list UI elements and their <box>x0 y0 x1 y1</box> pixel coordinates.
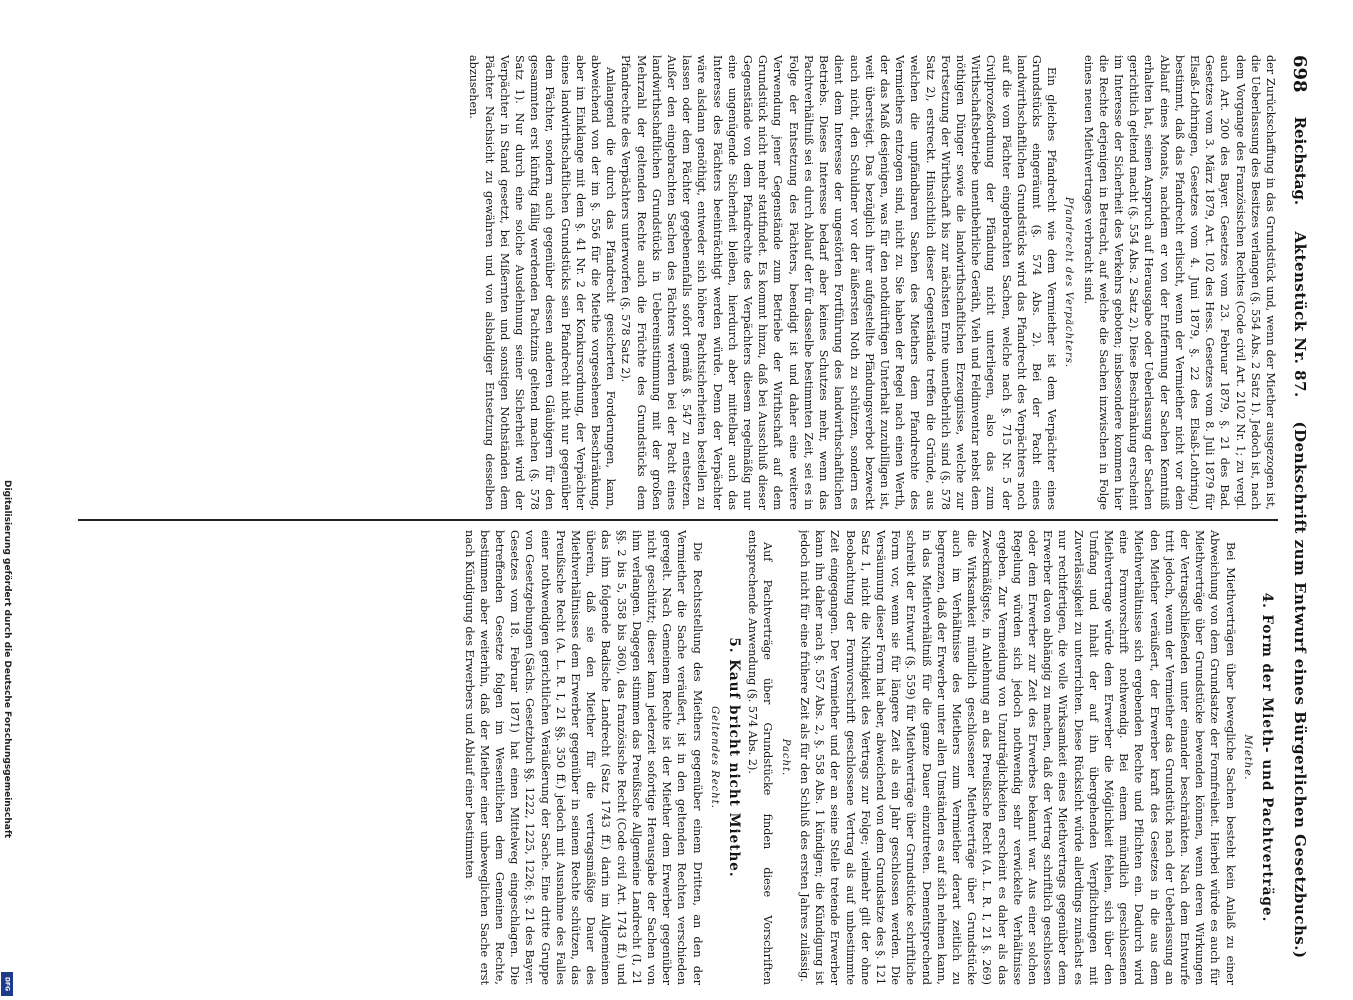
right-column <box>78 530 1278 985</box>
page-header <box>1288 55 1312 985</box>
paragraph: Anlangend die durch das Pfandrecht gesicherten Forderungen, kann, abweichend von der im §. 556 für die Miethe vorgesehenen Beschränkung, aber im Einklange mit dem §. 41 Nr. 2 der Konkursordnung, der Verpächter eines landwirthschaftlichen Grundstücks sein Pfandrecht nicht nur gegenüber dem Pächter, sondern auch gegenüber dessen anderen Gläubigern für den gesammten erst künftig fällig werdenden Pachtzins geltend machen (§. 578 Satz 1). Nur durch eine solche Ausdehnung seiner Sicherheit wird der Verpächter in Stand gesetzt, bei Mißernten und sonstigen Nothständen dem Pächter Nachsicht zu gewähren und von alsbaldiger Entsetzung desselben abzusehen. <box>467 55 618 510</box>
rotated-page <box>82 55 1312 985</box>
paragraph: Die Rechtsstellung des Miethers gegenüber einem Dritten, an den der Vermiether die Sache veräußert, ist in den geltenden Rechten verschieden geregelt. Nach Gemeinem Rechte ist der Miether dem Erwerber gegenüber nicht geschützt; dieser kann jederzeit sofortige Herausgabe der Sachen von ihm verlangen. Dagegen stimmen das Preußische Allgemeine Landrecht (I, 21 §§. 2 bis 5, 358 bis 360), das französische Recht (Code civil Art. 1743 ff.) und das ihm folgende Badische Landrecht (Satz 1743 ff.) darin im Allgemeinen überein, daß sie den Miether für die vertragsmäßige Dauer des Miethverhältnisses dem Erwerber gegenüber in seinem Rechte schützen, das Preußische Recht (A. L. R. I, 21 §§. 350 ff.) jedoch mit Ausnahme des Falles einer nothwendigen gerichtlichen Veräußerung der Sache. Eine dritte Gruppe von Gesetzgebungen (Sächs. Gesetzbuch §§. 1222, 1225, 1226; §. 21 des Bayer. Gesetzes vom 18. Februar 1871) hat einen Mittelweg eingeschlagen. Die betreffenden Gesetze folgen im Wesentlichen dem Gemeinen Rechte, bestimmen aber weiterhin, daß der Miether einer unbeweglichen Sache erst nach Kündigung des Erwerbers und Ablauf einer bestimmten <box>462 530 704 985</box>
subheading: Pfandrecht des Verpächters. <box>1063 196 1075 369</box>
page-number: 698 <box>1289 55 1311 93</box>
subheading: Pacht. <box>779 738 791 777</box>
paragraph: Ein gleiches Pfandrecht wie dem Vermiether ist dem Verpächter eines Grundstücks eingeräumt (§. 574 Abs. 2). Bei der Pacht eines landwirthschaftlichen Grundstücks wird das Pfandrecht des Verpächters noch auf die vom Pächter eingebrachten Sachen, welche nach §. 715 Nr. 5 der Civilprozeßordnung der Pfändung nicht unterliegen, also das zum Wirthschaftsbetriebe unentbehrliche Geräth, Vieh und Feldinventar nebst dem nöthigen Dünger sowie die landwirthschaftlichen Erzeugnisse, welche zur Fortsetzung der Wirthschaft bis zur nächsten Ernte unentbehrlich sind (§. 578 Satz 2), erstreckt. Hinsichtlich dieser Gegenstände treffen die Gründe, aus welchen die unpfändbaren Sachen des Miethers dem Pfandrechte des Vermiethers entzogen sind, nicht zu. Sie haben der Regel nach einen Werth, der das Maß desjenigen, was für den nothdürftigen Unterhalt zuzubilligen ist, weit übersteigt. Das bezüglich ihrer aufgestellte Pfändungsverbot bezweckt auch nicht, den Schuldner vor der äußersten Noth zu schützen, sondern es dient dem Interesse der ungestörten Fortführung des landwirthschaftlichen Betriebs. Dieses Interesse bedarf aber keines Schutzes mehr, wenn das Pachtverhältniß sei es durch Ablauf der für dasselbe bestimmten Zeit, sei es in Folge der Entsetzung des Pächters, beendigt ist und daher eine weitere Verwendung jener Gegenstände zum Betriebe der Wirthschaft auf dem Grundstück nicht mehr stattfindet. Es kommt hinzu, daß bei Ausschluß dieser Gegenstände von dem Pfandrechte des Verpächters diesem regelmäßig nur eine ungenügende Sicherheit bleiben, hierdurch aber mittelbar auch das Interesse des Pächters beeinträchtigt werden würde. Denn der Verpächter wäre alsdann genöthigt, entweder sich höhere Pachtsicherheiten bestellen zu lassen oder dem Pächter gegebenenfalls sofort gemäß §. 547 zu entsetzen. Außer den eingebrachten Sachen des Pächters werden bei der Pacht eines landwirthschaftlichen Grundstücks in Uebereinstimmung mit der großen Mehrzahl der geltenden Rechte auch die Früchte des Grundstücks dem Pfandrechte des Verpächters unterworfen (§. 578 Satz 2). <box>619 55 1059 510</box>
document-number: Aktenstück Nr. 87. <box>1291 231 1309 398</box>
digitization-note <box>0 480 16 990</box>
page-title <box>1291 205 1309 985</box>
dfg-logo <box>1 972 13 996</box>
section-heading: 5. Kauf bricht nicht Miethe. <box>726 637 743 878</box>
publication-name: Reichstag. <box>1291 116 1309 206</box>
document-subtitle: (Denkschrift zum Entwurf eines Bürgerlichen Gesetzbuchs.) <box>1291 421 1309 959</box>
section-heading: 4. Form der Mieth- und Pachtverträge. <box>1259 592 1275 923</box>
paragraph: Auf Pachtverträge über Grundstücke finden diese Vorschriften entsprechende Anwendung (§. 574 Abs. 2). <box>746 530 775 985</box>
left-column <box>78 55 1278 510</box>
subheading: Geltendes Recht. <box>708 706 720 809</box>
subheading: Miethe. <box>1241 734 1253 781</box>
paragraph: Bei Miethverträgen über bewegliche Sachen besteht kein Anlaß zu einer Abweichung von dem Grundsatze der Formfreiheit. Hierbei würde es auch für Miethverträge über Grundstücke bewenden können, wenn deren Wirkungen der Vertragschließenden unter einander beschränkten. Nach dem Entwurfe tritt jedoch, wenn der Vermiether das Grundstück nach der Ueberlassung an den Miether veräußert, der Erwerber kraft des Gesetzes in die aus dem Miethverhältnisse sich ergebenden Rechte und Pflichten ein. Dadurch wird eine Formvorschrift nothwendig. Bei einem mündlich geschlossenen Miethvertrage würde dem Erwerber die Möglichkeit fehlen, sich über den Umfang und Inhalt der auf ihn übergehenden Verpflichtungen mit Zuverlässigkeit zu unterrichten. Diese Rücksicht würde allerdings zunächst es nur rechtfertigen, die volle Wirksamkeit eines Miethvertrags gegenüber dem Erwerber davon abhängig zu machen, daß der Vertrag schriftlich geschlossen oder dem Erwerber zur Zeit des Erwerbes bekannt war. Aus einer solchen Regelung würden sich jedoch nothwendig sehr verwickelte Verhältnisse ergeben. Zur Vermeidung von Unzuträglichkeiten erscheint es daher als das Zweckmäßigste, in Anlehnung an das Preußische Recht (A. L. R. I, 21 §. 269) die Wirksamkeit mündlich geschlossener Miethverträge über Grundstücke auch im Verhältnisse des Miethers zum Vermiether derart zeitlich zu begrenzen, daß der Erwerber unter allen Umständen es auf sich nehmen kann, in das Miethverhältniß für die ganze Dauer einzutreten. Dementsprechend schreibt der Entwurf (§. 559) für Miethverträge über Grundstücke schriftliche Form vor, wenn sie für längere Zeit als ein Jahr geschlossen werden. Die Versäumung dieser Form hat aber, abweichend von dem Grundsatze des §. 121 Satz 1, nicht die Nichtigkeit des Vertrags zur Folge; vielmehr gilt der ohne Beobachtung der Formvorschrift geschlossene Vertrag als auf unbestimmte Zeit eingegangen. Der Vermiether und der an seine Stelle tretende Erwerber kann ihn daher nach §. 557 Abs. 2, §. 558 Abs. 1 kündigen; die Kündigung ist jedoch nicht für eine frühere Zeit als für den Schluß des ersten Jahres zulässig. <box>797 530 1237 985</box>
digitization-note-text: Digitalisierung gefördert durch die Deutsche Forschungsgemeinschaft <box>2 480 12 839</box>
paragraph: der Zurückschaffung in das Grundstück und, wenn der Miether ausgezogen ist, die Ueberlassung des Besitzes verlangen (§. 554 Abs. 2 Satz 1). Jedoch ist, nach dem Vorgange des Französischen Rechtes (Code civil Art. 2102 Nr. 1; zu vergl. auch Art. 200 des Bayer. Gesetzes vom 23. Februar 1879, §. 21 des Bad. Gesetzes vom 3. März 1879, Art. 102 des Hess. Gesetzes vom 8. Juli 1879 für Elsaß-Lothringen, Gesetzes vom 4. Juni 1879, §. 22 des Elsaß-Lothring.) bestimmt, daß das Pfandrecht erlischt, wenn der Vermiether nicht vor dem Ablauf eines Monats, nachdem er von der Entfernung der Sachen Kenntniß erhalten hat, seinen Anspruch auf Herausgabe oder Ueberlassung der Sachen gerichtlich geltend macht (§. 554 Abs. 2 Satz 2). Diese Beschränkung erscheint im Interesse der Sicherheit des Verkehrs geboten; insbesondere kommen hier die Rechte derjenigen in Betracht, auf welche die Sachen inzwischen in Folge eines neuen Miethvertrages verbracht sind. <box>1081 55 1277 510</box>
dfg-logo-text: DFG <box>3 976 11 991</box>
text-columns <box>78 55 1278 985</box>
column-divider <box>78 519 1278 521</box>
